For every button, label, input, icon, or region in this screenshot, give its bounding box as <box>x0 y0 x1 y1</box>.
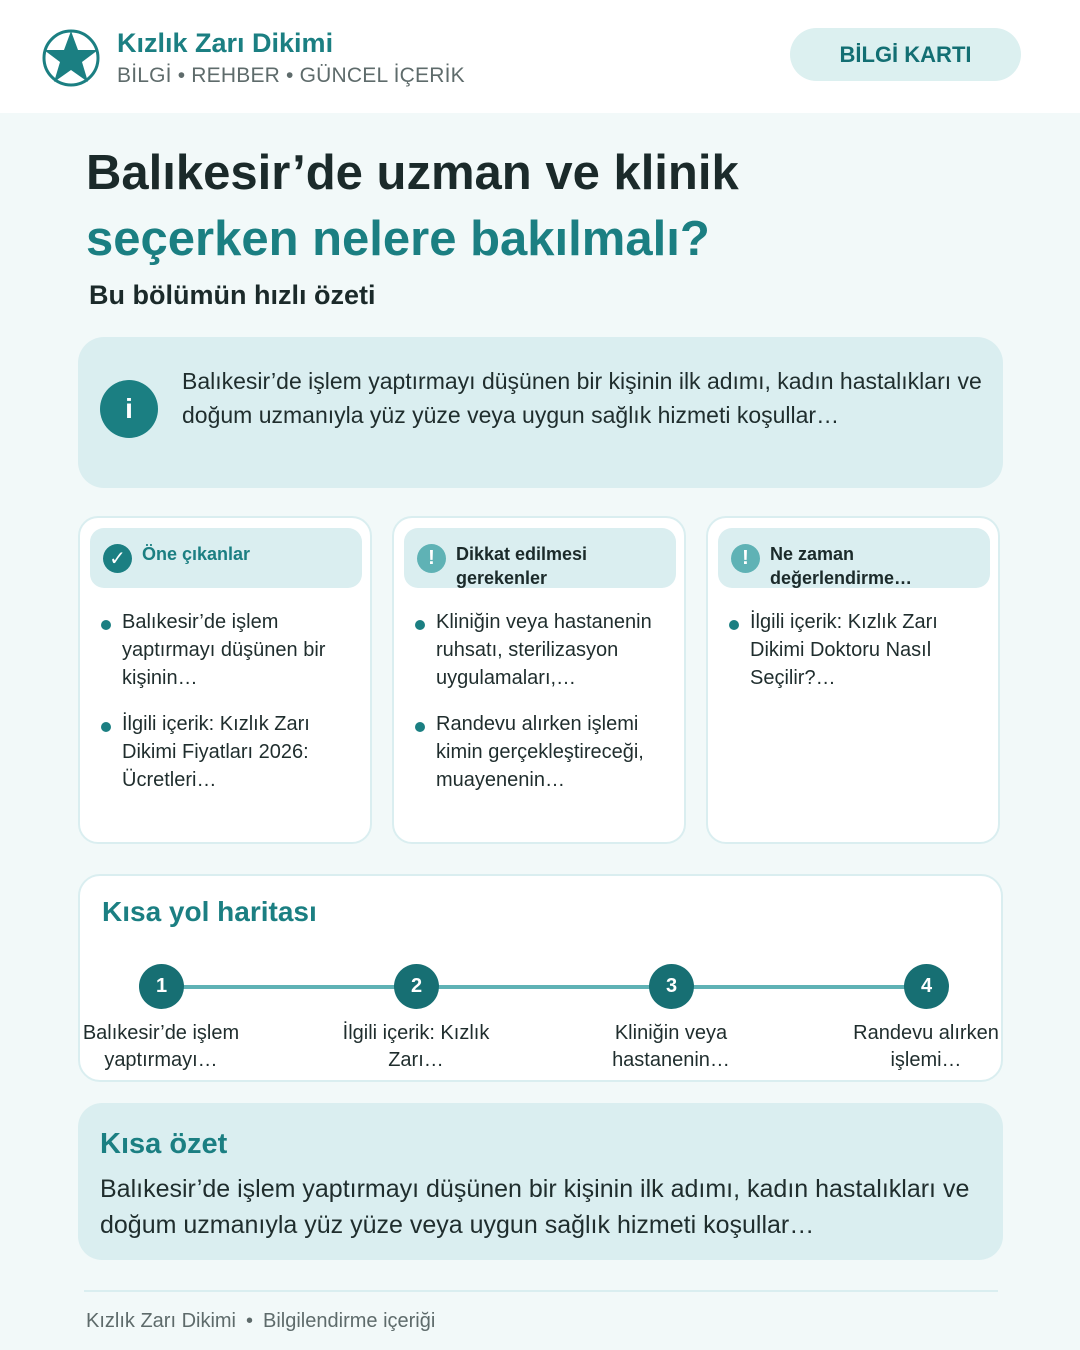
card-title: Ne zaman değerlendirme… <box>770 544 913 588</box>
highlights-card <box>78 516 372 844</box>
page-title-line2: seçerken nelere bakılmalı? <box>86 212 710 266</box>
exclamation-circle-icon: ! <box>731 544 760 573</box>
info-card-badge: BİLGİ KARTI <box>790 28 1021 81</box>
list-item-text: Kliniğin veya hastanenin ruhsatı, sterilizasyon uygulamaları,… <box>436 611 652 689</box>
step-label-1: Balıkesir’de işlem yaptırmayı… <box>82 1022 240 1071</box>
check-circle-icon: ✓ <box>103 544 132 573</box>
bullet-dot-icon <box>415 620 425 630</box>
step-label-2: İlgili içerik: Kızlık Zarı… <box>342 1022 490 1071</box>
list-item <box>414 608 674 692</box>
list-item <box>100 608 360 692</box>
step-number-4: 4 <box>904 964 949 1009</box>
card-header <box>718 528 990 588</box>
brand-subtitle: BİLGİ • REHBER • GÜNCEL İÇERİK <box>117 64 465 87</box>
card-title: Öne çıkanlar <box>142 544 251 564</box>
intro-text: Balıkesir’de işlem yaptırmayı düşünen bir kişinin ilk adımı, kadın hastalıkları ve doğum uzmanıyla yüz yüze veya uygun sağlık hizmeti koşullar… <box>182 368 982 428</box>
brand-title: Kızlık Zarı Dikimi <box>117 28 334 58</box>
roadmap-connector-line <box>162 985 927 989</box>
step-label-4: Randevu alırken işlemi… <box>853 1022 999 1071</box>
card-header <box>404 528 676 588</box>
footer-brand: Kızlık Zarı Dikimi <box>86 1310 236 1332</box>
section-subtitle: Bu bölümün hızlı özeti <box>89 280 376 310</box>
step-number-1: 1 <box>139 964 184 1009</box>
card-list <box>728 608 988 710</box>
card-list <box>100 608 360 812</box>
step-number-3: 3 <box>649 964 694 1009</box>
bullet-dot-icon <box>729 620 739 630</box>
roadmap-title: Kısa yol haritası <box>102 896 317 927</box>
list-item <box>414 710 674 794</box>
exclamation-circle-icon: ! <box>417 544 446 573</box>
summary-text: Balıkesir’de işlem yaptırmayı düşünen bir kişinin ilk adımı, kadın hastalıkları ve doğum uzmanıyla yüz yüze veya uygun sağlık hizmeti koşullar… <box>100 1175 970 1239</box>
card-header <box>90 528 362 588</box>
list-item-text: Randevu alırken işlemi kimin gerçekleştireceği, muayenenin… <box>436 713 644 791</box>
footer-separator: • <box>246 1310 254 1332</box>
roadmap-panel <box>78 874 1003 1082</box>
card-title: Dikkat edilmesi gerekenler <box>456 544 588 588</box>
step-label-3: Kliniğin veya hastanenin… <box>612 1022 730 1071</box>
list-item-text: Balıkesir’de işlem yaptırmayı düşünen bir kişinin… <box>122 611 326 689</box>
when-to-evaluate-card <box>706 516 1000 844</box>
card-list <box>414 608 674 812</box>
attention-card <box>392 516 686 844</box>
list-item-text: İlgili içerik: Kızlık Zarı Dikimi Doktoru Nasıl Seçilir?… <box>750 611 938 689</box>
bullet-dot-icon <box>101 722 111 732</box>
footer-divider <box>84 1290 998 1292</box>
list-item <box>100 710 360 794</box>
header <box>0 0 1080 113</box>
star-logo-icon <box>42 28 100 88</box>
footer-note: Bilgilendirme içeriği <box>263 1310 436 1332</box>
bullet-dot-icon <box>415 722 425 732</box>
info-icon: i <box>100 380 158 438</box>
list-item-text: İlgili içerik: Kızlık Zarı Dikimi Fiyatları 2026: Ücretleri… <box>122 713 310 791</box>
page-title-line1: Balıkesir’de uzman ve klinik <box>86 146 739 200</box>
step-number-2: 2 <box>394 964 439 1009</box>
bullet-dot-icon <box>101 620 111 630</box>
summary-title: Kısa özet <box>100 1128 228 1160</box>
footer <box>86 1310 435 1333</box>
list-item <box>728 608 988 692</box>
